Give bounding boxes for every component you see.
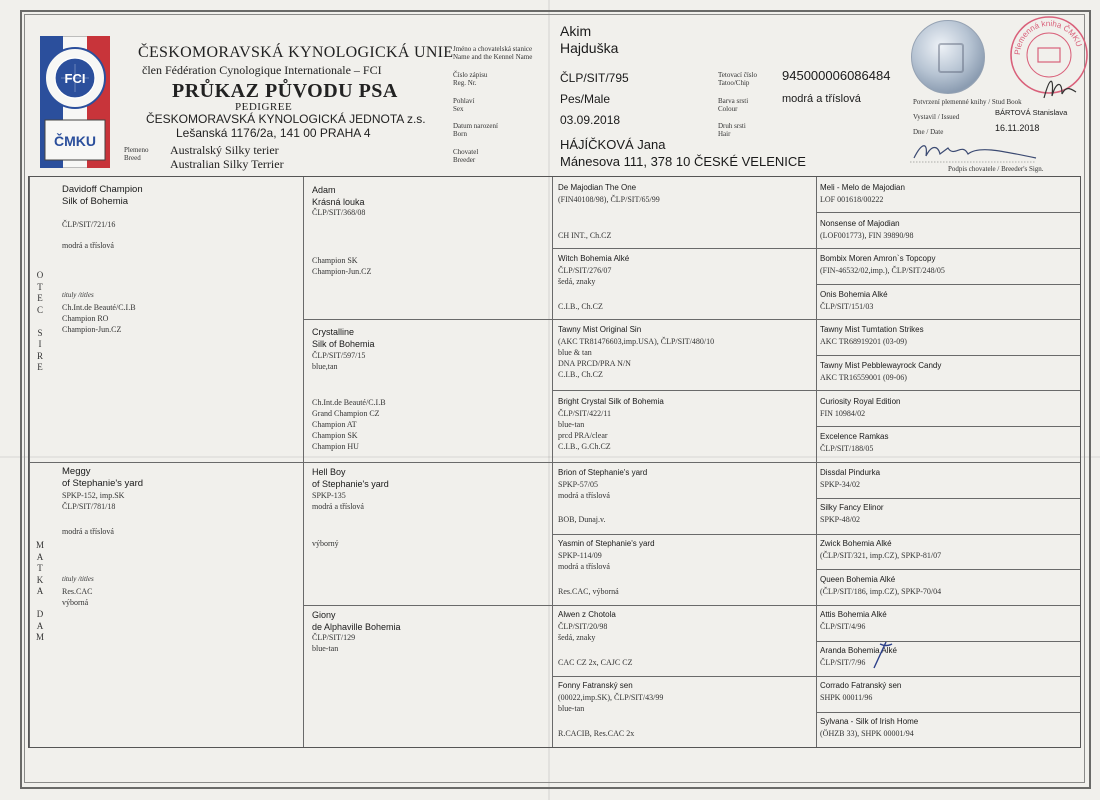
breeder-address-value: Mánesova 111, 378 10 ČESKÉ VELENICE — [560, 154, 806, 169]
dam-name: Meggy of Stephanie's yard — [62, 466, 144, 489]
gen4-reg-5: AKC TR68919201 (03-09) — [820, 337, 907, 346]
stud-book-signature — [1040, 72, 1080, 104]
dam-side-label: M A T K A D A M — [35, 540, 44, 642]
gen4-name-3: Bombix Moren Amron`s Topcopy — [820, 254, 936, 263]
sex-label: Pohlaví Sex — [453, 97, 475, 113]
gen4-reg-6: AKC TR16559001 (09-06) — [820, 373, 907, 382]
gen3-name-6: Yasmin of Stephanie's yard — [558, 539, 655, 548]
gen4-name-5: Tawny Mist Tumtation Strikes — [820, 325, 924, 334]
gen3-name-8: Fonny Fatranský sen — [558, 681, 633, 690]
gen3-titles-7: CAC CZ 2x, CAJC CZ — [558, 658, 633, 667]
gen2-dam-dam-name: Giony de Alphaville Bohemia — [312, 610, 401, 632]
org-jednota: ČESKOMORAVSKÁ KYNOLOGICKÁ JEDNOTA z.s. — [146, 112, 426, 126]
gen4-reg-4: ČLP/SIT/151/03 — [820, 302, 874, 311]
gen4-name-7: Curiosity Royal Edition — [820, 397, 901, 406]
gen2-sire-sire-titles: Champion SK Champion-Jun.CZ — [312, 256, 372, 276]
gen3-name-7: Alwen z Chotola — [558, 610, 616, 619]
org-address: Lešanská 1176/2a, 141 00 PRAHA 4 — [176, 126, 371, 140]
sex-value: Pes/Male — [560, 92, 611, 106]
gen4-reg-13: ČLP/SIT/4/96 — [820, 622, 866, 631]
dam-reg: SPKP-152, imp.SK ČLP/SIT/781/18 — [62, 491, 125, 511]
studbook-confirmation-label: Potvrzení plemenné knihy / Stud Book — [913, 98, 1022, 106]
breeder-signature-label: Podpis chovatele / Breeder's Sign. — [948, 165, 1044, 173]
gen4-reg-9: SPKP-34/02 — [820, 480, 861, 489]
gen4-reg-12: (ČLP/SIT/186, imp.CZ), SPKP-70/04 — [820, 587, 942, 596]
svg-text:Plemenná kniha ČMKU — [1013, 19, 1084, 55]
sire-side-label: O T E C S I R E — [36, 270, 44, 372]
gen3-name-5: Brion of Stephanie's yard — [558, 468, 648, 477]
gen3-name-2: Witch Bohemia Alké — [558, 254, 630, 263]
gen4-name-10: Silky Fancy Elinor — [820, 503, 884, 512]
gen2-sire-dam-name: Crystalline Silk of Bohemia — [312, 327, 375, 349]
gen4-name-9: Dissdal Pindurka — [820, 468, 881, 477]
gen3-name-1: De Majodian The One — [558, 183, 637, 192]
gen4-reg-15: SHPK 00011/96 — [820, 693, 873, 702]
gen4-reg-10: SPKP-48/02 — [820, 515, 861, 524]
gen4-reg-3: (FIN-46532/02,imp.), ČLP/SIT/248/05 — [820, 266, 945, 275]
gen2-sire-dam-titles: Ch.Int.de Beauté/C.I.B Grand Champion CZ Champion AT Champion SK Champion HU — [312, 398, 386, 451]
dog-name: Akim — [560, 23, 592, 39]
gen3-titles-2: C.I.B., Ch.CZ — [558, 302, 603, 311]
gen4-name-11: Zwick Bohemia Alké — [820, 539, 892, 548]
gen4-reg-7: FIN 10984/02 — [820, 409, 866, 418]
gen3-name-3: Tawny Mist Original Sin — [558, 325, 642, 334]
gen2-dam-dam-reg: ČLP/SIT/129 blue-tan — [312, 633, 356, 653]
document-subtitle: PEDIGREE — [235, 101, 293, 113]
issued-label: Vystavil / Issued — [913, 113, 960, 121]
breed-en-value: Australian Silky Terrier — [170, 157, 284, 171]
gen4-name-14: Aranda Bohemia Alké — [820, 646, 897, 655]
gen3-name-4: Bright Crystal Silk of Bohemia — [558, 397, 664, 406]
org-title: ČESKOMORAVSKÁ KYNOLOGICKÁ UNIE — [138, 44, 454, 61]
gen2-sire-dam-reg: ČLP/SIT/597/15 blue,tan — [312, 351, 366, 371]
breed-label: Plemeno Breed — [124, 146, 149, 162]
born-value: 03.09.2018 — [560, 113, 621, 127]
gen4-name-2: Nonsense of Majodian — [820, 219, 900, 228]
gen3-details-4: ČLP/SIT/422/11 blue-tan prcd PRA/clear C.I.B., G.Ch.CZ — [558, 409, 612, 451]
stamp-text: Plemenná kniha ČMKU — [1012, 18, 1084, 56]
reg-number-value: ČLP/SIT/795 — [560, 71, 629, 85]
chip-label: Tetovací číslo Tatoo/Chip — [718, 71, 757, 87]
issued-by-value: BÁRTOVÁ Stanislava — [995, 108, 1068, 117]
sire-colour: modrá a tříslová — [62, 241, 114, 250]
org-subtitle: člen Fédération Cynologique Internationale – FCI — [142, 63, 382, 77]
breeder-name-value: HÁJÍČKOVÁ Jana — [560, 137, 666, 152]
gen4-name-4: Onis Bohemia Alké — [820, 290, 888, 299]
gen3-details-3: (AKC TR81476603,imp.USA), ČLP/SIT/480/10 blue & tan DNA PRCD/PRA N/N C.I.B., Ch.CZ — [558, 337, 715, 379]
ink-mark — [866, 640, 896, 670]
sire-titles-label: tituly /titles — [62, 291, 94, 299]
date-label: Dne / Date — [913, 128, 944, 136]
dog-kennel-name: Hajduška — [560, 40, 619, 56]
gen4-name-16: Sylvana - Silk of Irish Home — [820, 717, 919, 726]
sire-name: Davidoff Champion Silk of Bohemia — [62, 184, 143, 207]
gen4-reg-14: ČLP/SIT/7/96 — [820, 658, 866, 667]
gen3-details-1: (FIN40108/98), ČLP/SIT/65/99 — [558, 195, 660, 204]
chip-value: 945000006086484 — [782, 68, 891, 83]
dam-titles-label: tituly /titles — [62, 575, 94, 583]
breeder-signature — [908, 136, 1038, 166]
sire-titles: Ch.Int.de Beauté/C.I.B Champion RO Champion-Jun.CZ — [62, 303, 136, 334]
dam-colour: modrá a tříslová — [62, 527, 114, 536]
breeder-label: Chovatel Breeder — [453, 148, 479, 164]
gen2-sire-sire-reg: ČLP/SIT/368/08 — [312, 208, 366, 217]
gen4-reg-1: LOF 001618/00222 — [820, 195, 884, 204]
hologram-seal — [911, 20, 985, 94]
gen2-dam-sire-titles: výborný — [312, 539, 339, 548]
fci-logo-text: FCI — [64, 71, 86, 86]
gen3-titles-8: R.CACIB, Res.CAC 2x — [558, 729, 635, 738]
gen3-details-6: SPKP-114/09 modrá a tříslová — [558, 551, 610, 571]
gen4-name-6: Tawny Mist Pebblewayrock Candy — [820, 361, 942, 370]
colour-label: Barva srsti Colour — [718, 97, 749, 113]
gen4-name-15: Corrado Fatranský sen — [820, 681, 902, 690]
gen4-reg-11: (ČLP/SIT/321, imp.CZ), SPKP-81/07 — [820, 551, 942, 560]
gen2-sire-sire-name: Adam Krásná louka — [312, 185, 365, 207]
gen3-details-2: ČLP/SIT/276/07 šedá, znaky — [558, 266, 612, 286]
gen4-reg-2: (LOF001773), FIN 39890/98 — [820, 231, 914, 240]
gen3-details-5: SPKP-57/05 modrá a tříslová — [558, 480, 610, 500]
gen4-name-12: Queen Bohemia Alké — [820, 575, 896, 584]
gen3-details-8: (00022,imp.SK), ČLP/SIT/43/99 blue-tan — [558, 693, 664, 713]
gen4-reg-16: (ÖHZB 33), SHPK 00001/94 — [820, 729, 914, 738]
document-title: PRŮKAZ PŮVODU PSA — [172, 80, 398, 102]
name-label: Jméno a chovatelská stanice Name and the Kennel Name — [453, 45, 533, 61]
gen2-dam-sire-reg: SPKP-135 modrá a tříslová — [312, 491, 364, 511]
dam-titles: Res.CAC výborná — [62, 587, 93, 607]
gen2-dam-sire-name: Hell Boy of Stephanie's yard — [312, 467, 389, 489]
sire-reg: ČLP/SIT/721/16 — [62, 220, 116, 229]
reg-label: Číslo zápisu Reg. Nr. — [453, 71, 488, 87]
gen3-titles-5: BOB, Dunaj.v. — [558, 515, 606, 524]
gen4-reg-8: ČLP/SIT/188/05 — [820, 444, 874, 453]
gen3-titles-1: CH INT., Ch.CZ — [558, 231, 612, 240]
hair-label: Druh srsti Hair — [718, 122, 746, 138]
gen4-name-1: Meli - Melo de Majodian — [820, 183, 905, 192]
born-label: Datum narození Born — [453, 122, 498, 138]
gen4-name-8: Excelence Ramkas — [820, 432, 889, 441]
issue-date-value: 16.11.2018 — [995, 123, 1040, 133]
fci-cmku-logo — [40, 36, 110, 168]
cmku-logo-text: ČMKU — [54, 133, 96, 149]
gen3-titles-6: Res.CAC, výborná — [558, 587, 619, 596]
breed-cz-value: Australský Silky terier — [170, 143, 279, 157]
gen4-name-13: Attis Bohemia Alké — [820, 610, 887, 619]
colour-value: modrá a tříslová — [782, 93, 861, 105]
gen3-details-7: ČLP/SIT/20/98 šedá, znaky — [558, 622, 608, 642]
